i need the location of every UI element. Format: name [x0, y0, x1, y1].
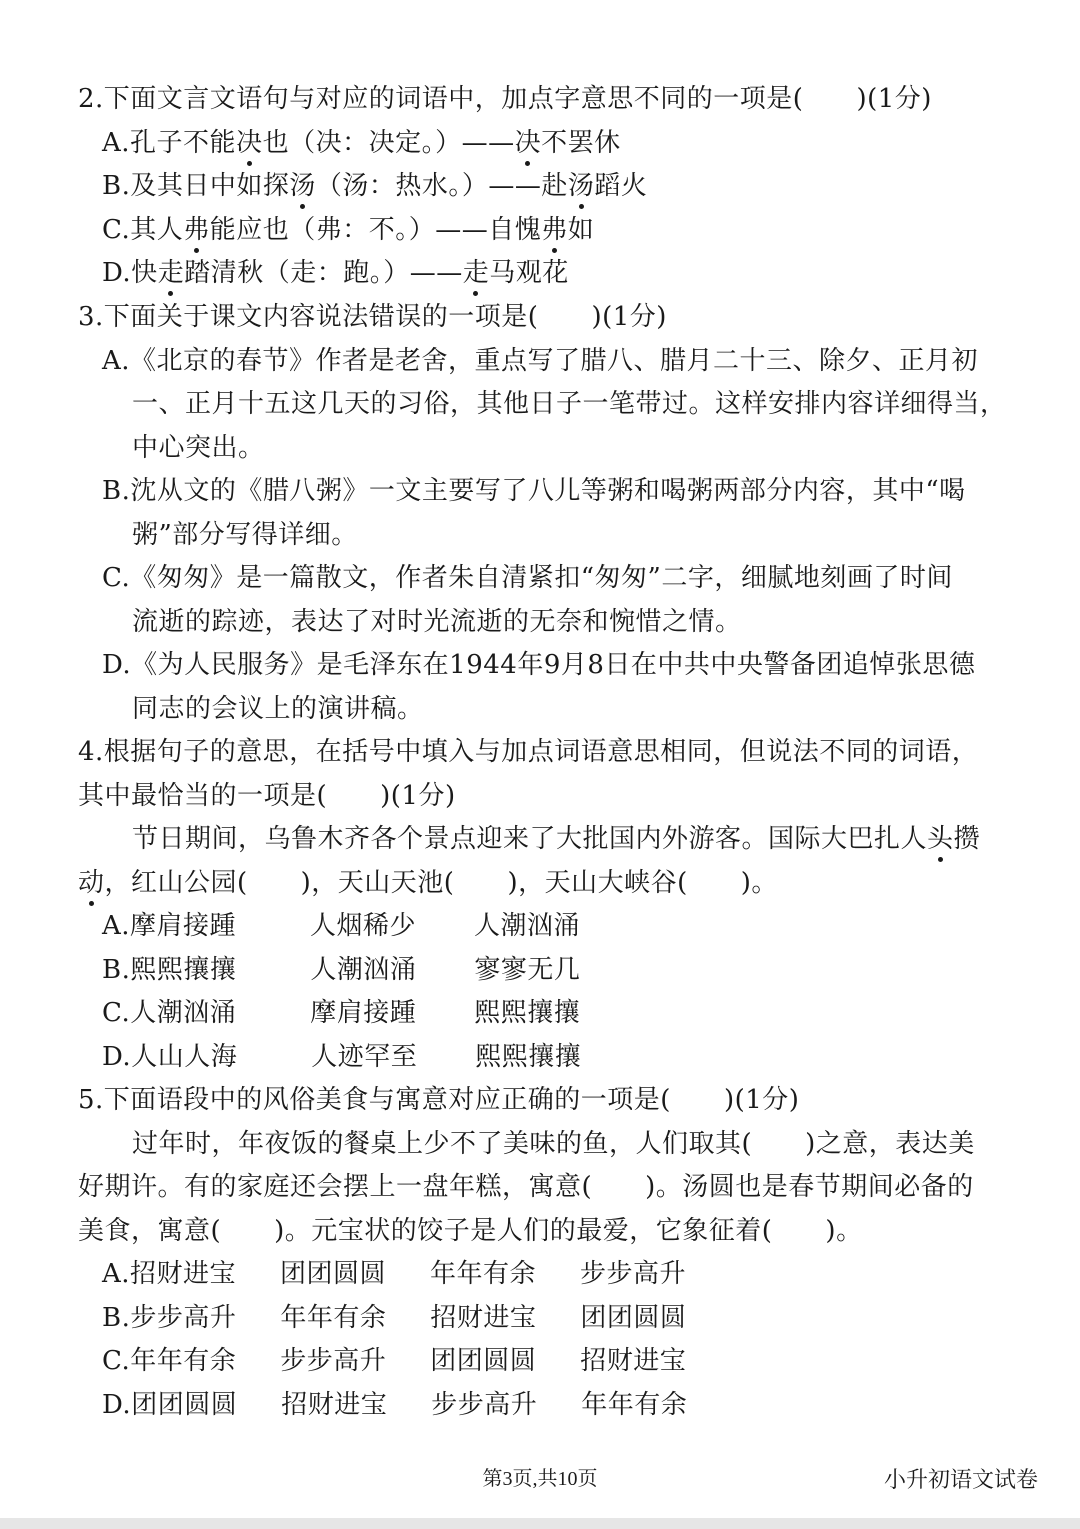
text: 能应也（弗：不。）——自愧 [209, 215, 542, 245]
q2-option-d[interactable] [102, 256, 1022, 290]
option-word: 年年有余 [430, 1259, 537, 1289]
option-word: 人潮汹涌 [130, 998, 237, 1028]
q3-option-c-line2: 流逝的踪迹，表达了对时光流逝的无奈和惋惜之情。 [132, 607, 742, 637]
text: 马观花 [489, 258, 569, 288]
option-word: 招财进宝 [580, 1346, 687, 1376]
text: B.及其日中如探 [102, 171, 290, 201]
option-word: 步步高升 [431, 1390, 538, 1420]
exam-title: 小升初语文试卷 [883, 1468, 1038, 1493]
dotted-char: 决 [514, 128, 542, 158]
option-label: D. [102, 1042, 132, 1072]
option-word: 人山人海 [131, 1042, 238, 1072]
dotted-char: 走 [462, 258, 490, 288]
option-word: 团团圆圆 [131, 1390, 238, 1420]
option-word: 人潮汹涌 [310, 955, 417, 985]
option-word: 团团圆圆 [580, 1303, 687, 1333]
q3-option-c-line1[interactable]: C.《匆匆》是一篇散文，作者朱自清紧扣“匆匆”二字，细腻地刻画了时间 [102, 563, 953, 593]
text: D.快 [102, 258, 158, 288]
q2-stem: 2.下面文言文语句与对应的词语中，加点字意思不同的一项是( )(1分) [78, 84, 932, 114]
option-label: C. [102, 1346, 131, 1376]
q5-option-d[interactable] [102, 1388, 1022, 1422]
option-label: B. [102, 1303, 131, 1333]
option-label: A. [102, 1259, 131, 1289]
q3-option-b-line1[interactable]: B.沈从文的《腊八粥》一文主要写了八儿等粥和喝粥两部分内容，其中“喝 [102, 476, 966, 506]
option-word: 年年有余 [130, 1346, 237, 1376]
page-number: 第3页,共10页 [482, 1468, 598, 1490]
text: 踏清秋（走：跑。）—— [184, 258, 463, 288]
q3-option-d-line2: 同志的会议上的演讲稿。 [132, 694, 424, 724]
option-word: 年年有余 [581, 1390, 688, 1420]
q4-passage-line1 [132, 822, 1022, 856]
q3-option-d-line1[interactable]: D.《为人民服务》是毛泽东在1944年9月8日在中共中央警备团追悼张思德 [102, 650, 976, 680]
dotted-char: 汤 [289, 171, 316, 201]
option-word: 年年有余 [280, 1303, 387, 1333]
text: 节日期间，乌鲁木齐各个景点迎来了大批国内外游客。国际大巴扎 [132, 824, 901, 854]
q3-stem: 3.下面关于课文内容说法错误的一项是( )(1分) [78, 302, 667, 332]
q4-passage-line2 [78, 866, 1018, 900]
q4-option-a[interactable] [102, 909, 1022, 943]
dotted-char: 走 [157, 258, 185, 288]
option-word: 步步高升 [580, 1259, 687, 1289]
q5-passage-line3: 美食，寓意( )。元宝状的饺子是人们的最爱，它象征着( )。 [78, 1216, 863, 1246]
option-word: 招财进宝 [130, 1259, 237, 1289]
option-word: 团团圆圆 [280, 1259, 387, 1289]
q3-option-a-line1[interactable]: A.《北京的春节》作者是老舍，重点写了腊八、腊月二十三、除夕、正月初 [102, 346, 979, 376]
option-word: 招财进宝 [430, 1303, 537, 1333]
dotted-char: 动 [78, 868, 105, 898]
q3-option-a-line3: 中心突出。 [132, 433, 265, 463]
option-word: 招财进宝 [281, 1390, 388, 1420]
option-word: 步步高升 [280, 1346, 387, 1376]
text: 蹈火 [594, 171, 648, 201]
q2-option-a[interactable] [102, 126, 1022, 160]
option-word: 熙熙攘攘 [475, 1042, 582, 1072]
q4-stem-line2: 其中最恰当的一项是( )(1分) [78, 781, 456, 811]
q5-option-c[interactable] [102, 1344, 1022, 1378]
text: 不罢休 [541, 128, 621, 158]
dotted-char: 弗 [183, 215, 210, 245]
option-word: 摩肩接踵 [130, 911, 237, 941]
dotted-char: 决 [236, 128, 263, 158]
q4-stem-line1: 4.根据句子的意思，在括号中填入与加点词语意思相同，但说法不同的词语， [78, 737, 979, 767]
option-word: 团团圆圆 [430, 1346, 537, 1376]
bottom-edge [0, 1518, 1080, 1529]
option-label: C. [102, 998, 131, 1028]
q4-option-c[interactable] [102, 996, 1022, 1030]
q3-option-b-line2: 粥”部分写得详细。 [132, 520, 358, 550]
text: 也（决：决定。）—— [262, 128, 515, 158]
text: C.其人 [102, 215, 184, 245]
text: A.孔子不能 [102, 128, 237, 158]
q2-option-b[interactable] [102, 169, 1022, 203]
dotted-char: 弗 [541, 215, 568, 245]
option-word: 熙熙攘攘 [474, 998, 581, 1028]
option-word: 人潮汹涌 [474, 911, 581, 941]
option-word: 寥寥无几 [474, 955, 581, 985]
option-word: 人烟稀少 [310, 911, 417, 941]
option-label: A. [102, 911, 131, 941]
q5-option-b[interactable] [102, 1301, 1022, 1335]
q3-option-a-line2: 一、正月十五这几天的习俗，其他日子一笔带过。这样安排内容详细得当， [132, 389, 1007, 419]
text: 如 [567, 215, 595, 245]
option-label: D. [102, 1390, 132, 1420]
q2-option-c[interactable] [102, 213, 1022, 247]
q4-option-d[interactable] [102, 1040, 1022, 1074]
dotted-char: 人头攒 [900, 824, 981, 854]
option-label: B. [102, 955, 131, 985]
option-word: 人迹罕至 [311, 1042, 418, 1072]
q5-stem: 5.下面语段中的风俗美食与寓意对应正确的一项是( )(1分) [78, 1085, 800, 1115]
option-word: 步步高升 [130, 1303, 237, 1333]
q5-option-a[interactable] [102, 1257, 1022, 1291]
text: ，红山公园( )，天山天池( )，天山大峡谷( )。 [104, 868, 778, 898]
option-word: 摩肩接踵 [310, 998, 417, 1028]
text: （汤：热水。）——赴 [315, 171, 568, 201]
q4-option-b[interactable] [102, 953, 1022, 987]
q5-passage-line2: 好期许。有的家庭还会摆上一盘年糕，寓意( )。汤圆也是春节期间必备的 [78, 1172, 974, 1202]
q5-passage-line1: 过年时，年夜饭的餐桌上少不了美味的鱼，人们取其( )之意，表达美 [132, 1129, 975, 1159]
dotted-char: 汤 [567, 171, 595, 201]
option-word: 熙熙攘攘 [130, 955, 237, 985]
